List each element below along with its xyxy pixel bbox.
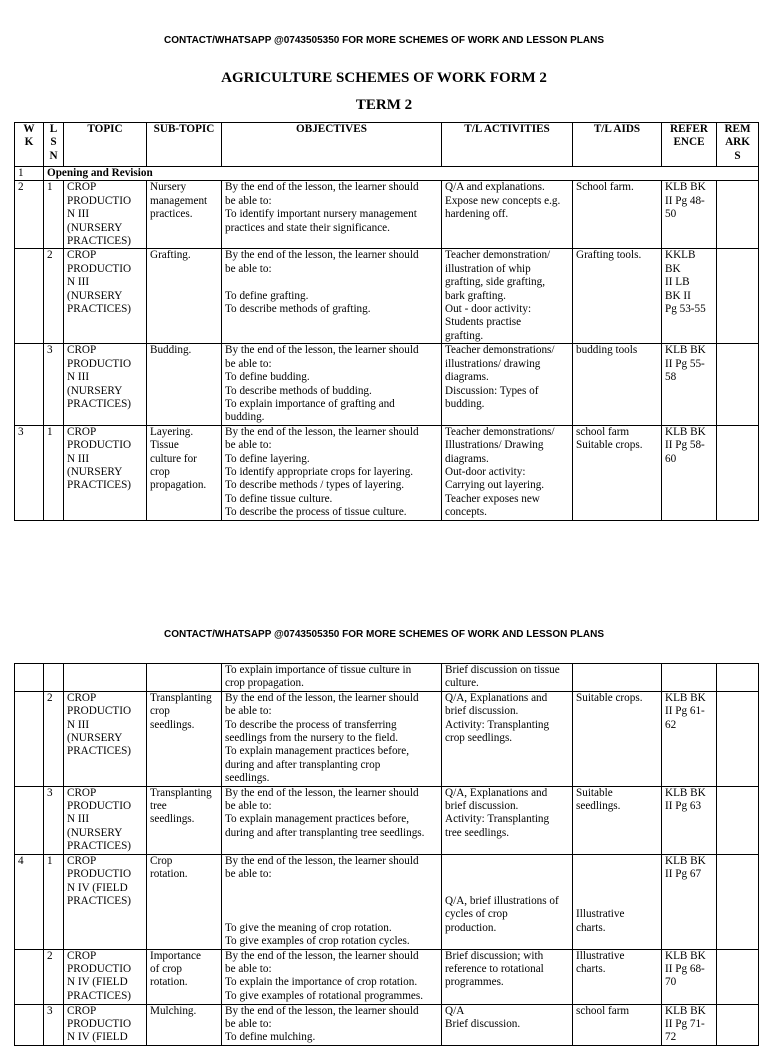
topic-cell: CROP PRODUCTIO N III (NURSERY PRACTICES): [64, 249, 147, 344]
table-row: [15, 249, 759, 344]
table-header-row: [15, 123, 759, 167]
activities-cell: Q/A Brief discussion.: [442, 1004, 573, 1045]
aids-cell: school farm Suitable crops.: [573, 425, 662, 520]
subtopic-cell: Budding.: [147, 344, 222, 425]
document-title: AGRICULTURE SCHEMES OF WORK FORM 2: [221, 70, 547, 86]
aids-cell: Suitable seedlings.: [573, 786, 662, 854]
table-row: [15, 344, 759, 425]
lesson-cell: 1: [44, 425, 64, 520]
remarks-cell: [717, 691, 759, 786]
lesson-cell: 2: [44, 249, 64, 344]
reference-cell: KLB BK II Pg 63: [662, 786, 717, 854]
header-topic: TOPIC: [64, 123, 147, 167]
week-cell: [15, 344, 44, 425]
header-remarks: REM ARK S: [717, 123, 759, 167]
aids-cell: School farm.: [573, 181, 662, 249]
reference-cell: KLB BK II Pg 55- 58: [662, 344, 717, 425]
week-cell: 4: [15, 854, 44, 949]
subtopic-cell: Layering. Tissue culture for crop propagation.: [147, 425, 222, 520]
header-lesson: L S N: [44, 123, 64, 167]
objectives-cell: By the end of the lesson, the learner should be able to: To describe the process of transferring seedlings from the nursery to the field. To explain management practices before, during and after transplanting crop seedlings.: [222, 691, 442, 786]
activities-cell: Q/A, Explanations and brief discussion. Activity: Transplanting tree seedlings.: [442, 786, 573, 854]
week-cell: [15, 664, 44, 692]
header-activities: T/L ACTIVITIES: [442, 123, 573, 167]
table-row: [15, 854, 759, 949]
activities-cell: Teacher demonstrations/ Illustrations/ Drawing diagrams. Out-door activity: Carrying out layering. Teacher exposes new concepts.: [442, 425, 573, 520]
topic-cell: CROP PRODUCTIO N III (NURSERY PRACTICES): [64, 691, 147, 786]
subtopic-cell: Importance of crop rotation.: [147, 949, 222, 1004]
lesson-cell: 3: [44, 1004, 64, 1045]
activities-cell: Teacher demonstration/ illustration of whip grafting, side grafting, bark grafting. Out - door activity: Students practise grafting.: [442, 249, 573, 344]
header-objectives: OBJECTIVES: [222, 123, 442, 167]
lesson-cell: 1: [44, 181, 64, 249]
reference-cell: KLB BK II Pg 48- 50: [662, 181, 717, 249]
remarks-cell: [717, 344, 759, 425]
subtopic-cell: Nursery management practices.: [147, 181, 222, 249]
topic-cell: CROP PRODUCTIO N III (NURSERY PRACTICES): [64, 786, 147, 854]
lesson-cell: 3: [44, 344, 64, 425]
header-subtopic: SUB-TOPIC: [147, 123, 222, 167]
lesson-cell: 1: [44, 854, 64, 949]
week-cell: [15, 1004, 44, 1045]
lesson-cell: 3: [44, 786, 64, 854]
opening-week: 1: [15, 167, 44, 181]
objectives-cell: By the end of the lesson, the learner should be able to: To define mulching.: [222, 1004, 442, 1045]
topic-cell: CROP PRODUCTIO N IV (FIELD PRACTICES): [64, 854, 147, 949]
week-cell: [15, 786, 44, 854]
topic-cell: [64, 664, 147, 692]
reference-cell: KLB BK II Pg 58- 60: [662, 425, 717, 520]
remarks-cell: [717, 249, 759, 344]
aids-cell: [573, 664, 662, 692]
week-cell: 3: [15, 425, 44, 520]
reference-cell: KLB BK II Pg 68- 70: [662, 949, 717, 1004]
objectives-cell: By the end of the lesson, the learner should be able to: To give the meaning of crop rotation. To give examples of crop rotation cycles.: [222, 854, 442, 949]
reference-cell: [662, 664, 717, 692]
opening-text: Opening and Revision: [44, 167, 759, 181]
remarks-cell: [717, 854, 759, 949]
remarks-cell: [717, 664, 759, 692]
table-row: [15, 664, 759, 692]
table-row: [15, 1004, 759, 1045]
subtopic-cell: Crop rotation.: [147, 854, 222, 949]
table-row: [15, 425, 759, 520]
topic-cell: CROP PRODUCTIO N III (NURSERY PRACTICES): [64, 344, 147, 425]
lesson-cell: 2: [44, 949, 64, 1004]
week-cell: [15, 249, 44, 344]
objectives-cell: By the end of the lesson, the learner should be able to: To define budding. To describe methods of budding. To explain importance of grafting and budding.: [222, 344, 442, 425]
remarks-cell: [717, 181, 759, 249]
objectives-cell: By the end of the lesson, the learner should be able to: To define layering. To identify appropriate crops for layering. To describe methods / types of layering. To define tissue culture. To describe the process of tissue culture.: [222, 425, 442, 520]
aids-cell: Suitable crops.: [573, 691, 662, 786]
reference-cell: KLB BK II Pg 61- 62: [662, 691, 717, 786]
activities-cell: Q/A, brief illustrations of cycles of crop production.: [442, 854, 573, 949]
remarks-cell: [717, 425, 759, 520]
activities-cell: Brief discussion; with reference to rotational programmes.: [442, 949, 573, 1004]
schemes-table-page-2: [14, 663, 759, 1046]
topic-cell: CROP PRODUCTIO N III (NURSERY PRACTICES): [64, 181, 147, 249]
activities-cell: Teacher demonstrations/ illustrations/ drawing diagrams. Discussion: Types of budding.: [442, 344, 573, 425]
activities-cell: Brief discussion on tissue culture.: [442, 664, 573, 692]
subtopic-cell: Transplanting tree seedlings.: [147, 786, 222, 854]
lesson-cell: [44, 664, 64, 692]
remarks-cell: [717, 949, 759, 1004]
subtopic-cell: Mulching.: [147, 1004, 222, 1045]
remarks-cell: [717, 786, 759, 854]
week-cell: 2: [15, 181, 44, 249]
objectives-cell: By the end of the lesson, the learner should be able to: To define grafting. To describe methods of grafting.: [222, 249, 442, 344]
table-row: [15, 181, 759, 249]
aids-cell: budding tools: [573, 344, 662, 425]
aids-cell: Illustrative charts.: [573, 949, 662, 1004]
aids-cell: Illustrative charts.: [573, 854, 662, 949]
objectives-cell: To explain importance of tissue culture in crop propagation.: [222, 664, 442, 692]
table-row: [15, 786, 759, 854]
lesson-cell: 2: [44, 691, 64, 786]
term-heading: TERM 2: [355, 97, 413, 113]
opening-row: [15, 167, 759, 181]
reference-cell: KLB BK II Pg 67: [662, 854, 717, 949]
week-cell: [15, 691, 44, 786]
table-row: [15, 949, 759, 1004]
objectives-cell: By the end of the lesson, the learner should be able to: To identify important nursery management practices and state their significance.: [222, 181, 442, 249]
objectives-cell: By the end of the lesson, the learner should be able to: To explain management practices before, during and after transplanting tree seedlings.: [222, 786, 442, 854]
activities-cell: Q/A and explanations. Expose new concepts e.g. hardening off.: [442, 181, 573, 249]
contact-banner: CONTACT/WHATSAPP @0743505350 FOR MORE SCHEMES OF WORK AND LESSON PLANS: [164, 35, 604, 46]
subtopic-cell: Transplanting crop seedlings.: [147, 691, 222, 786]
contact-banner-page-2: CONTACT/WHATSAPP @0743505350 FOR MORE SCHEMES OF WORK AND LESSON PLANS: [164, 629, 604, 640]
aids-cell: Grafting tools.: [573, 249, 662, 344]
objectives-cell: By the end of the lesson, the learner should be able to: To explain the importance of crop rotation. To give examples of rotational programmes.: [222, 949, 442, 1004]
topic-cell: CROP PRODUCTIO N IV (FIELD PRACTICES): [64, 949, 147, 1004]
week-cell: [15, 949, 44, 1004]
header-week: W K: [15, 123, 44, 167]
reference-cell: KKLB BK II LB BK II Pg 53-55: [662, 249, 717, 344]
subtopic-cell: [147, 664, 222, 692]
reference-cell: KLB BK II Pg 71- 72: [662, 1004, 717, 1045]
topic-cell: CROP PRODUCTIO N IV (FIELD: [64, 1004, 147, 1045]
activities-cell: Q/A, Explanations and brief discussion. Activity: Transplanting crop seedlings.: [442, 691, 573, 786]
aids-cell: school farm: [573, 1004, 662, 1045]
table-row: [15, 691, 759, 786]
header-aids: T/L AIDS: [573, 123, 662, 167]
schemes-table-page-1: [14, 122, 759, 521]
subtopic-cell: Grafting.: [147, 249, 222, 344]
header-reference: REFER ENCE: [662, 123, 717, 167]
topic-cell: CROP PRODUCTIO N III (NURSERY PRACTICES): [64, 425, 147, 520]
remarks-cell: [717, 1004, 759, 1045]
